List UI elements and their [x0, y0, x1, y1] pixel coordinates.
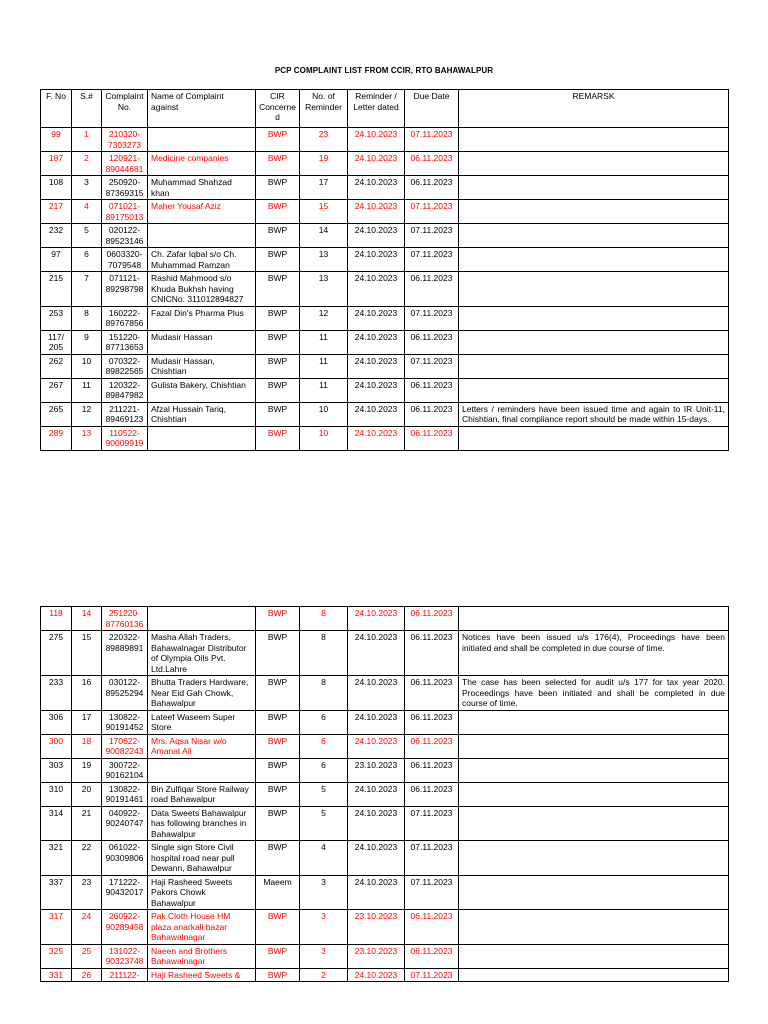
f-no-cell: 117/ 205: [41, 330, 72, 354]
letter-dated-cell: 24.10.2023: [348, 676, 405, 711]
complaint-against-cell: Naeen and Brothers Bahawalnagar: [148, 944, 256, 968]
letter-dated-cell: 24.10.2023: [348, 782, 405, 806]
letter-dated-cell: 24.10.2023: [348, 426, 405, 450]
remark-cell: [459, 910, 729, 945]
due-date-cell: 06.11.2023: [405, 782, 459, 806]
complaint-no-cell: 251220-87760136: [102, 607, 148, 631]
s-no-cell: 9: [72, 330, 102, 354]
due-date-cell: 06.11.2023: [405, 330, 459, 354]
table-row: [41, 402, 729, 426]
cir-cell: BWP: [256, 402, 300, 426]
due-date-cell: 06.11.2023: [405, 710, 459, 734]
complaint-no-cell: 070322-89822565: [102, 354, 148, 378]
table-row: [41, 426, 729, 450]
letter-dated-cell: 24.10.2023: [348, 248, 405, 272]
due-date-cell: 06.11.2023: [405, 910, 459, 945]
s-no-cell: 21: [72, 806, 102, 841]
table-row: [41, 910, 729, 945]
complaint-no-cell: 120322-89847982: [102, 378, 148, 402]
remark-cell: [459, 968, 729, 982]
due-date-cell: 06.11.2023: [405, 176, 459, 200]
f-no-cell: 289: [41, 426, 72, 450]
due-date-cell: 07.11.2023: [405, 841, 459, 876]
reminder-count-cell: 2: [300, 968, 348, 982]
cir-cell: BWP: [256, 758, 300, 782]
header-letter-dated: Reminder / Letter dated: [348, 90, 405, 128]
cir-cell: BWP: [256, 272, 300, 307]
f-no-cell: 215: [41, 272, 72, 307]
remark-cell: Notices have been issued u/s 176(4), Proceedings have been initiated and shall be completed in due course of time.: [459, 631, 729, 676]
complaint-no-cell: 300722-90162104: [102, 758, 148, 782]
complaint-against-cell: Lateef Waseem Super Store: [148, 710, 256, 734]
due-date-cell: 07.11.2023: [405, 224, 459, 248]
cir-cell: BWP: [256, 224, 300, 248]
complaint-no-cell: 130822-90191461: [102, 782, 148, 806]
header-remarks: REMARSK: [459, 90, 729, 128]
cir-cell: BWP: [256, 306, 300, 330]
complaint-no-cell: 0603320-7079548: [102, 248, 148, 272]
s-no-cell: 7: [72, 272, 102, 307]
f-no-cell: 265: [41, 402, 72, 426]
letter-dated-cell: 24.10.2023: [348, 306, 405, 330]
complaint-no-cell: 211221-89469123: [102, 402, 148, 426]
reminder-count-cell: 6: [300, 710, 348, 734]
reminder-count-cell: 10: [300, 426, 348, 450]
complaint-against-cell: Data Sweets Bahawalpur has following branches in Bahawalpur: [148, 806, 256, 841]
cir-cell: BWP: [256, 806, 300, 841]
complaint-against-cell: [148, 426, 256, 450]
letter-dated-cell: 24.10.2023: [348, 968, 405, 982]
reminder-count-cell: 4: [300, 841, 348, 876]
due-date-cell: 06.11.2023: [405, 378, 459, 402]
f-no-cell: 262: [41, 354, 72, 378]
complaint-no-cell: 110522-90009919: [102, 426, 148, 450]
letter-dated-cell: 24.10.2023: [348, 710, 405, 734]
reminder-count-cell: 11: [300, 354, 348, 378]
reminder-count-cell: 17: [300, 176, 348, 200]
table-row: [41, 128, 729, 152]
complaint-no-cell: 160222-89767856: [102, 306, 148, 330]
remark-cell: [459, 841, 729, 876]
reminder-count-cell: 8: [300, 676, 348, 711]
complaint-no-cell: 071021-89175013: [102, 200, 148, 224]
complaint-no-cell: 120921-89044681: [102, 152, 148, 176]
complaint-no-cell: 171222-90432017: [102, 875, 148, 910]
complaint-against-cell: Muhammad Shahzad khan: [148, 176, 256, 200]
complaint-no-cell: 250920-87369315: [102, 176, 148, 200]
table-row: [41, 676, 729, 711]
due-date-cell: 07.11.2023: [405, 806, 459, 841]
reminder-count-cell: 11: [300, 378, 348, 402]
remark-cell: [459, 782, 729, 806]
due-date-cell: 07.11.2023: [405, 200, 459, 224]
f-no-cell: 337: [41, 875, 72, 910]
complaint-against-cell: Afzal Hussain Tariq, Chishtian: [148, 402, 256, 426]
letter-dated-cell: 24.10.2023: [348, 402, 405, 426]
s-no-cell: 1: [72, 128, 102, 152]
f-no-cell: 99: [41, 128, 72, 152]
remark-cell: [459, 200, 729, 224]
s-no-cell: 8: [72, 306, 102, 330]
f-no-cell: 232: [41, 224, 72, 248]
cir-cell: BWP: [256, 910, 300, 945]
cir-cell: BWP: [256, 176, 300, 200]
remark-cell: [459, 306, 729, 330]
f-no-cell: 331: [41, 968, 72, 982]
s-no-cell: 17: [72, 710, 102, 734]
complaint-against-cell: [148, 224, 256, 248]
table-row: [41, 176, 729, 200]
reminder-count-cell: 10: [300, 402, 348, 426]
table-header-row: [41, 90, 729, 128]
header-reminders: No. of Reminder: [300, 90, 348, 128]
complaint-against-cell: [148, 128, 256, 152]
header-cir: CIR Concerne d: [256, 90, 300, 128]
complaint-against-cell: Pak Cloth House HM plaza anarkali bazar Bahawalnagar: [148, 910, 256, 945]
due-date-cell: 07.11.2023: [405, 354, 459, 378]
due-date-cell: 07.11.2023: [405, 306, 459, 330]
s-no-cell: 25: [72, 944, 102, 968]
table-row: [41, 306, 729, 330]
due-date-cell: 06.11.2023: [405, 631, 459, 676]
s-no-cell: 13: [72, 426, 102, 450]
reminder-count-cell: 5: [300, 782, 348, 806]
cir-cell: BWP: [256, 944, 300, 968]
s-no-cell: 26: [72, 968, 102, 982]
cir-cell: BWP: [256, 248, 300, 272]
complaint-against-cell: Mudasir Hassan: [148, 330, 256, 354]
f-no-cell: 303: [41, 758, 72, 782]
cir-cell: BWP: [256, 152, 300, 176]
due-date-cell: 07.11.2023: [405, 248, 459, 272]
due-date-cell: 06.11.2023: [405, 402, 459, 426]
reminder-count-cell: 15: [300, 200, 348, 224]
s-no-cell: 6: [72, 248, 102, 272]
table-row: [41, 354, 729, 378]
f-no-cell: 310: [41, 782, 72, 806]
f-no-cell: 217: [41, 200, 72, 224]
letter-dated-cell: 24.10.2023: [348, 631, 405, 676]
letter-dated-cell: 23.10.2023: [348, 910, 405, 945]
complaint-against-cell: Single sign Store Civil hospital road near pull Dewann, Bahawalpur: [148, 841, 256, 876]
remark-cell: [459, 224, 729, 248]
s-no-cell: 10: [72, 354, 102, 378]
header-fno: F. No: [41, 90, 72, 128]
cir-cell: BWP: [256, 200, 300, 224]
complaint-no-cell: 170622-90082243: [102, 734, 148, 758]
complaint-no-cell: 220322-89889891: [102, 631, 148, 676]
cir-cell: BWP: [256, 631, 300, 676]
complaint-against-cell: Bin Zulfiqar Store Railway road Bahawalpur: [148, 782, 256, 806]
s-no-cell: 12: [72, 402, 102, 426]
cir-cell: BWP: [256, 734, 300, 758]
s-no-cell: 2: [72, 152, 102, 176]
table-row: [41, 944, 729, 968]
complaint-no-cell: 030122-89525294: [102, 676, 148, 711]
due-date-cell: 07.11.2023: [405, 128, 459, 152]
table-row: [41, 330, 729, 354]
due-date-cell: 07.11.2023: [405, 968, 459, 982]
due-date-cell: 06.11.2023: [405, 676, 459, 711]
remark-cell: The case has been selected for audit u/s 177 for tax year 2020. Proceedings have been initiated and shall be completed in due course of time.: [459, 676, 729, 711]
f-no-cell: 275: [41, 631, 72, 676]
reminder-count-cell: 6: [300, 734, 348, 758]
f-no-cell: 267: [41, 378, 72, 402]
table-row: [41, 378, 729, 402]
due-date-cell: 06.11.2023: [405, 272, 459, 307]
table-row: [41, 248, 729, 272]
table-row: [41, 875, 729, 910]
reminder-count-cell: 13: [300, 248, 348, 272]
reminder-count-cell: 3: [300, 910, 348, 945]
header-due-date: Due Date: [405, 90, 459, 128]
table-row: [41, 758, 729, 782]
complaint-against-cell: Maher Yousaf Aziz: [148, 200, 256, 224]
s-no-cell: 19: [72, 758, 102, 782]
due-date-cell: 07.11.2023: [405, 875, 459, 910]
cir-cell: BWP: [256, 354, 300, 378]
s-no-cell: 24: [72, 910, 102, 945]
letter-dated-cell: 24.10.2023: [348, 607, 405, 631]
due-date-cell: 06.11.2023: [405, 734, 459, 758]
complaint-against-cell: Haji Rasheed Sweets &: [148, 968, 256, 982]
letter-dated-cell: 24.10.2023: [348, 152, 405, 176]
remark-cell: [459, 426, 729, 450]
remark-cell: [459, 710, 729, 734]
f-no-cell: 108: [41, 176, 72, 200]
cir-cell: BWP: [256, 968, 300, 982]
reminder-count-cell: 8: [300, 607, 348, 631]
complaint-table-1: [40, 89, 729, 451]
remark-cell: [459, 378, 729, 402]
remark-cell: [459, 875, 729, 910]
f-no-cell: 314: [41, 806, 72, 841]
letter-dated-cell: 24.10.2023: [348, 200, 405, 224]
cir-cell: BWP: [256, 710, 300, 734]
reminder-count-cell: 13: [300, 272, 348, 307]
complaint-against-cell: Ch. Zafar Iqbal s/o Ch. Muhammad Ramzan: [148, 248, 256, 272]
cir-cell: BWP: [256, 378, 300, 402]
complaint-no-cell: 040922-90240747: [102, 806, 148, 841]
remark-cell: [459, 176, 729, 200]
complaint-no-cell: 131022-90323748: [102, 944, 148, 968]
s-no-cell: 23: [72, 875, 102, 910]
cir-cell: BWP: [256, 607, 300, 631]
page-title: PCP COMPLAINT LIST FROM CCIR, RTO BAHAWALPUR: [274, 66, 494, 75]
complaint-against-cell: Gulista Bakery, Chishtian: [148, 378, 256, 402]
table-row: [41, 782, 729, 806]
due-date-cell: 06.11.2023: [405, 152, 459, 176]
complaint-against-cell: Fazal Din's Pharma Plus: [148, 306, 256, 330]
reminder-count-cell: 8: [300, 631, 348, 676]
complaint-against-cell: Masha Allah Traders, Bahawalnagar Distributor of Olympia Oils Pvt. Ltd.Lahre: [148, 631, 256, 676]
cir-cell: BWP: [256, 782, 300, 806]
f-no-cell: 187: [41, 152, 72, 176]
s-no-cell: 18: [72, 734, 102, 758]
table-row: [41, 631, 729, 676]
letter-dated-cell: 24.10.2023: [348, 806, 405, 841]
table-row: [41, 806, 729, 841]
table-row: [41, 968, 729, 982]
complaint-no-cell: 020122-89523146: [102, 224, 148, 248]
letter-dated-cell: 24.10.2023: [348, 354, 405, 378]
complaint-no-cell: 210320-7303273: [102, 128, 148, 152]
f-no-cell: 118: [41, 607, 72, 631]
remark-cell: [459, 806, 729, 841]
s-no-cell: 11: [72, 378, 102, 402]
f-no-cell: 317: [41, 910, 72, 945]
remark-cell: [459, 607, 729, 631]
letter-dated-cell: 24.10.2023: [348, 272, 405, 307]
complaint-against-cell: Medicine companies: [148, 152, 256, 176]
remark-cell: [459, 128, 729, 152]
f-no-cell: 233: [41, 676, 72, 711]
table-row: [41, 607, 729, 631]
cir-cell: BWP: [256, 128, 300, 152]
due-date-cell: 06.11.2023: [405, 426, 459, 450]
complaint-against-cell: Mudasir Hassan, Chishtian: [148, 354, 256, 378]
cir-cell: Maeem: [256, 875, 300, 910]
complaint-against-cell: Haji Rasheed Sweets Pakors Chowk Bahawalpur: [148, 875, 256, 910]
complaint-no-cell: 071121-89298798: [102, 272, 148, 307]
complaint-no-cell: 130822-90191452: [102, 710, 148, 734]
remark-cell: [459, 272, 729, 307]
f-no-cell: 321: [41, 841, 72, 876]
reminder-count-cell: 12: [300, 306, 348, 330]
header-name: Name of Complaint against: [148, 90, 256, 128]
f-no-cell: 97: [41, 248, 72, 272]
reminder-count-cell: 19: [300, 152, 348, 176]
remark-cell: [459, 944, 729, 968]
letter-dated-cell: 24.10.2023: [348, 176, 405, 200]
table-row: [41, 152, 729, 176]
complaint-no-cell: 211122-: [102, 968, 148, 982]
complaint-no-cell: 260922-90289458: [102, 910, 148, 945]
due-date-cell: 06.11.2023: [405, 607, 459, 631]
s-no-cell: 15: [72, 631, 102, 676]
cir-cell: BWP: [256, 426, 300, 450]
due-date-cell: 06.11.2023: [405, 758, 459, 782]
table-row: [41, 734, 729, 758]
cir-cell: BWP: [256, 841, 300, 876]
complaint-against-cell: [148, 607, 256, 631]
letter-dated-cell: 24.10.2023: [348, 224, 405, 248]
letter-dated-cell: 24.10.2023: [348, 734, 405, 758]
complaint-against-cell: Rashid Mahmood s/o Khuda Bukhsh having CNICNo. 311012894827: [148, 272, 256, 307]
remark-cell: [459, 758, 729, 782]
reminder-count-cell: 14: [300, 224, 348, 248]
s-no-cell: 14: [72, 607, 102, 631]
reminder-count-cell: 5: [300, 806, 348, 841]
complaint-against-cell: [148, 758, 256, 782]
reminder-count-cell: 23: [300, 128, 348, 152]
due-date-cell: 06.11.2023: [405, 944, 459, 968]
remark-cell: [459, 248, 729, 272]
header-complaint-no: Complaint No.: [102, 90, 148, 128]
complaint-no-cell: 061022-90309806: [102, 841, 148, 876]
reminder-count-cell: 3: [300, 875, 348, 910]
letter-dated-cell: 24.10.2023: [348, 378, 405, 402]
table-row: [41, 710, 729, 734]
table-row: [41, 841, 729, 876]
letter-dated-cell: 23.10.2023: [348, 758, 405, 782]
reminder-count-cell: 6: [300, 758, 348, 782]
letter-dated-cell: 24.10.2023: [348, 841, 405, 876]
reminder-count-cell: 3: [300, 944, 348, 968]
table-row: [41, 224, 729, 248]
complaint-against-cell: Mrs. Aqsa Nisar w/o Amanat Ali: [148, 734, 256, 758]
cir-cell: BWP: [256, 676, 300, 711]
f-no-cell: 325: [41, 944, 72, 968]
f-no-cell: 253: [41, 306, 72, 330]
cir-cell: BWP: [256, 330, 300, 354]
letter-dated-cell: 24.10.2023: [348, 875, 405, 910]
s-no-cell: 22: [72, 841, 102, 876]
s-no-cell: 3: [72, 176, 102, 200]
f-no-cell: 300: [41, 734, 72, 758]
s-no-cell: 20: [72, 782, 102, 806]
header-sno: S.#: [72, 90, 102, 128]
letter-dated-cell: 24.10.2023: [348, 128, 405, 152]
letter-dated-cell: 24.10.2023: [348, 330, 405, 354]
complaint-table-2: [40, 606, 729, 982]
s-no-cell: 4: [72, 200, 102, 224]
s-no-cell: 16: [72, 676, 102, 711]
table-row: [41, 200, 729, 224]
remark-cell: [459, 354, 729, 378]
complaint-against-cell: Bhutta Traders Hardware, Near Eid Gah Chowk, Bahawalpur: [148, 676, 256, 711]
remark-cell: Letters / reminders have been issued time and again to IR Unit-11, Chishtian, final compliance report should be made within 15-days.: [459, 402, 729, 426]
reminder-count-cell: 11: [300, 330, 348, 354]
table-row: [41, 272, 729, 307]
complaint-no-cell: 151220-87713653: [102, 330, 148, 354]
letter-dated-cell: 23.10.2023: [348, 944, 405, 968]
s-no-cell: 5: [72, 224, 102, 248]
remark-cell: [459, 152, 729, 176]
f-no-cell: 306: [41, 710, 72, 734]
remark-cell: [459, 734, 729, 758]
remark-cell: [459, 330, 729, 354]
